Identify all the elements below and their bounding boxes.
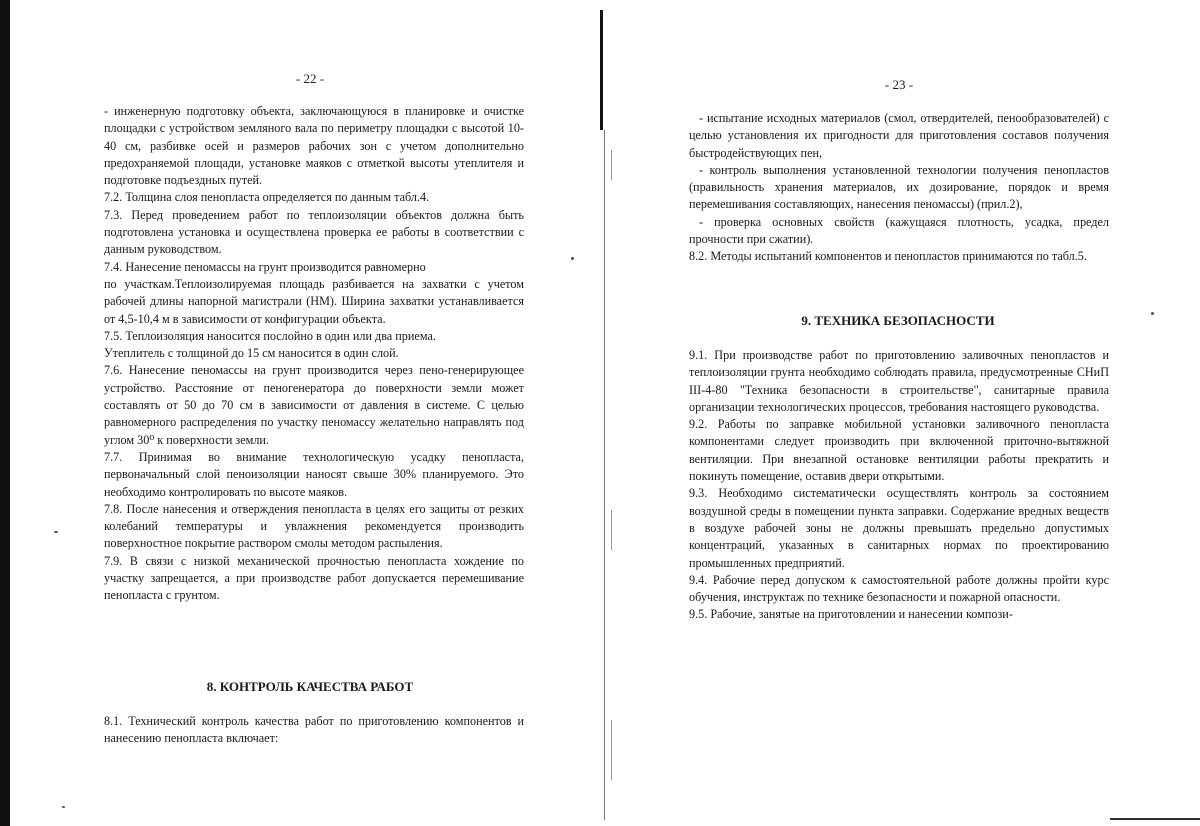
paragraph: 9.3. Необходимо систематически осуществлять контроль за состоянием воздушной среды в помещении пункта заправки. Содержание вредных веществ в воздухе рабочей зоны не должны превышать предельно допустимых концентраций, указанных в санитарных нормах по проектированию промышленных предприятий. — [689, 486, 1109, 570]
paragraph: 7.4. Нанесение пеномассы на грунт производится равномерно — [104, 259, 426, 274]
paragraph: 7.2. Толщина слоя пенопласта определяется по данным табл.4. — [104, 190, 430, 205]
paragraph: 9.1. При производстве работ по приготовлению заливочных пенопластов и теплоизоляции грунта необходимо соблюдать правила, предусмотренные СНиП III-4-80 "Техника безопасности в строительстве", санитарные правила организации технологических процессов, требования настоящего руководства. — [689, 348, 1109, 414]
paragraph: Утеплитель с толщиной до 15 см наносится в один слой. — [104, 346, 399, 361]
paragraph: 7.9. В связи с низкой механической прочностью пенопласта хождение по участку запрещается, а при производстве работ допускается перемешивание пенопласта с грунтом. — [104, 553, 524, 603]
paragraph: - испытание исходных материалов (смол, отвердителей, пенообразователей) с целью установления их пригодности для приготовления составов получения быстродействующих пен, — [689, 111, 1109, 160]
section-title: 8. КОНТРОЛЬ КАЧЕСТВА РАБОТ — [206, 679, 414, 694]
paragraph: 9.2. Работы по заправке мобильной установки заливочного пенопласта компонентами следует производить при включенной приточно-вытяжной вентиляции. При внезапной остановке вентиляции работы прекратить и покинуть помещение, оставив двери открытыми. — [689, 417, 1109, 484]
paragraph: 7.6. Нанесение пеномассы на грунт производится через пено-генерирующее устройство. Расстояние от пеногенератора до поверхности земли может составлять от 50 до 70 см в зависимости от давления в системе. С целью равномерного распределения по участку пеномассу желательно направлять под углом 30⁰ к поверхности земли. — [104, 363, 524, 447]
paragraph: 7.3. Перед проведением работ по теплоизоляции объектов должна быть подготовлена установка и осуществлена проверка ее работы в соответствии с данным руководством. — [104, 207, 524, 257]
paragraph: - контроль выполнения установленной технологии получения пенопластов (правильность хранения материалов, их дозирование, порядок и время перемешивания составляющих, нанесения пеномассы) (прил.2), — [689, 162, 1109, 212]
paragraph: 8.1. Технический контроль качества работ по приготовлению компонентов и нанесению пенопласта включает: — [104, 714, 524, 746]
paragraph: 8.2. Методы испытаний компонентов и пенопластов принимаются по табл.5. — [689, 249, 1087, 264]
section-title: 9. ТЕХНИКА БЕЗОПАСНОСТИ — [801, 313, 995, 328]
body-text — [104, 103, 524, 605]
paragraph: 9.4. Рабочие перед допуском к самостоятельной работе должны пройти курс обучения, инструктаж по технике безопасности и пожарной опасности. — [689, 572, 1109, 605]
body-text — [689, 110, 1109, 266]
right-page — [600, 0, 1200, 826]
paragraph: 7.7. Принимая во внимание технологическую усадку пенопласта, первоначальный слой пеноизоляции наносят свыше 30% планируемого. Это необходимо контролировать по высоте маяков. — [104, 449, 524, 499]
paragraph: 7.8. После нанесения и отверждения пенопласта в целях его защиты от резких колебаний температуры и увлажнения рекомендуется производить поверхностное покрытие раствором смолы методом распыления. — [104, 501, 524, 551]
page-number: - 23 - — [884, 77, 914, 92]
section-text — [689, 347, 1109, 624]
paragraph: 9.5. Рабочие, занятые на приготовлении и нанесении компози- — [689, 607, 1013, 622]
paragraph: - проверка основных свойств (кажущаяся плотность, усадка, предел прочности при сжатии). — [689, 214, 1109, 247]
page-number: - 22 - — [295, 71, 325, 86]
section-text — [104, 713, 524, 748]
paragraph: по участкам.Теплоизолируемая площадь разбивается на захватки с учетом рабочей длины напорной магистрали (НМ). Ширина захватки устанавливается от 4,5-10,4 м в зависимости от конфигурации объекта. — [104, 276, 524, 326]
paragraph: - инженерную подготовку объекта, заключающуюся в планировке и очистке площадки с устройством земляного вала по периметру площадки с высотой 10-40 см, разбивке осей и размеров рабочих зон с учетом дополнительно предохраняемой площади, установке маяков с отметкой высоты утеплителя и подготовке подъездных путей. — [104, 104, 524, 188]
paragraph: 7.5. Теплоизоляция наносится послойно в один или два приема. — [104, 328, 436, 343]
